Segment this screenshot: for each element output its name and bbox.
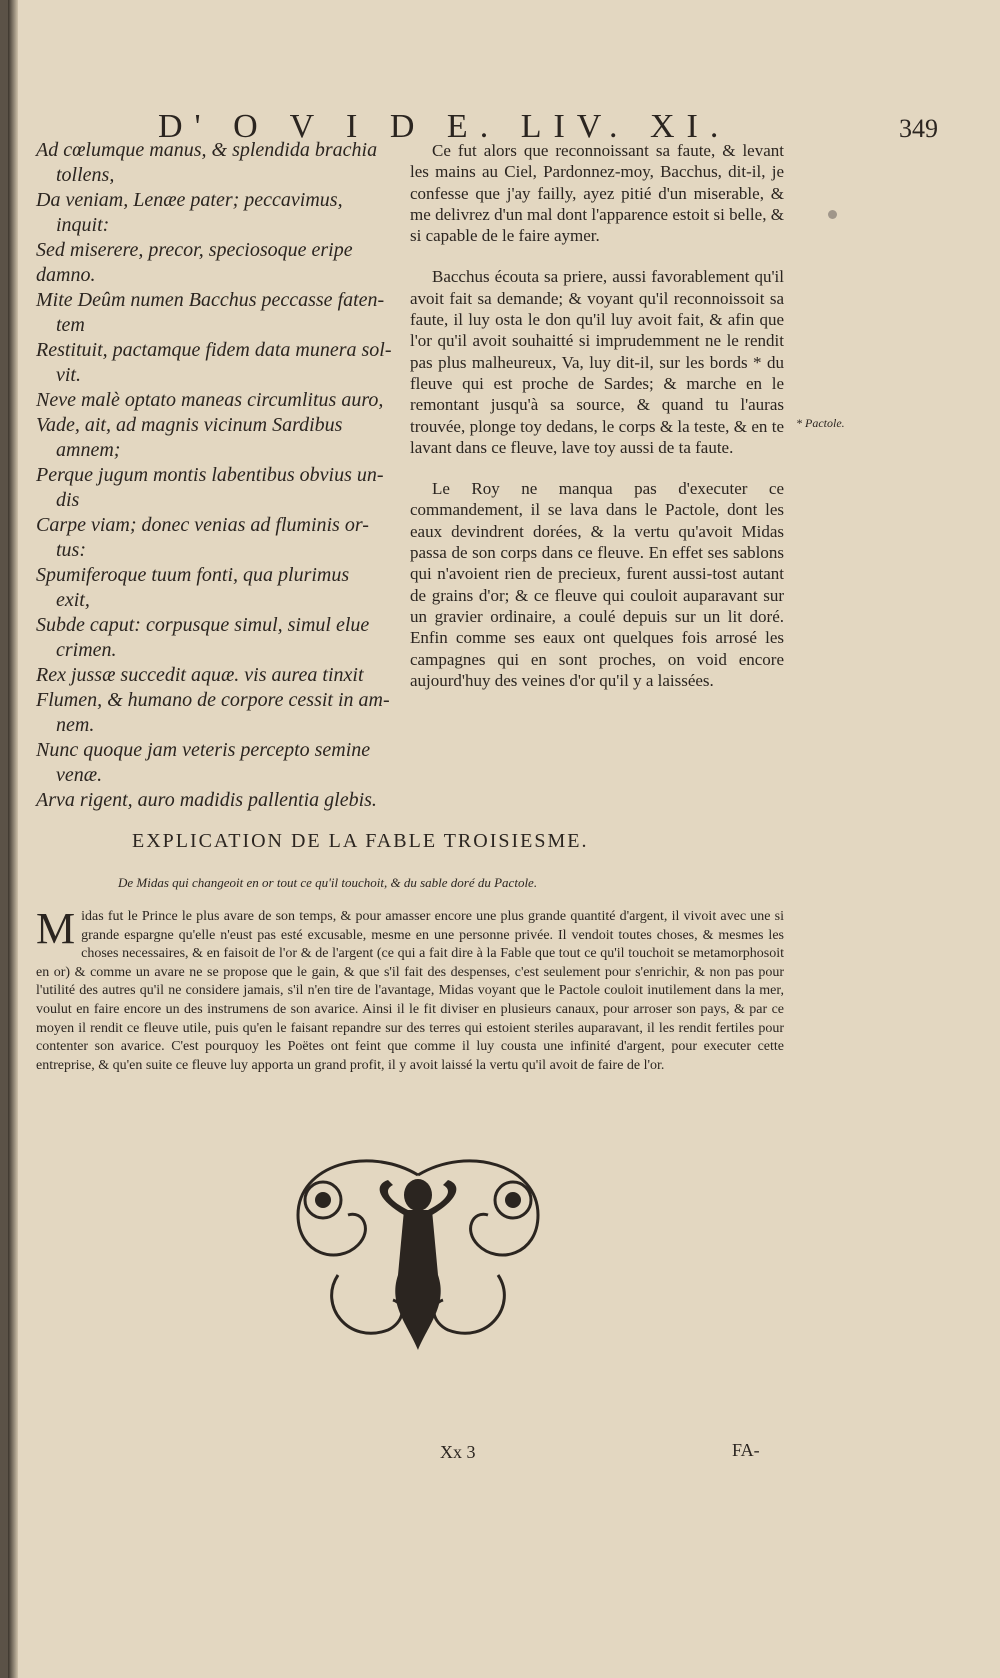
verse-continuation: exit, [56,589,90,611]
margin-note: * Pactole. [796,416,845,430]
explication-subtitle: De Midas qui changeoit en or tout ce qu'il touchoit, & du sable doré du Pactole. [118,875,538,890]
verse-continuation: tollens, [56,164,115,186]
verse-line: Da veniam, Lenæe pater; peccavimus, [36,189,343,211]
verse-line: Spumiferoque tuum fonti, qua plurimus [36,564,350,586]
signature-mark: Xx 3 [440,1442,476,1462]
latin-verse [36,613,406,663]
verse-line: Nunc quoque jam veteris percepto semine [36,739,371,761]
catchword: FA- [732,1440,760,1460]
verse-line: Rex jussæ succedit aquæ. vis aurea tinxit [36,664,364,686]
verse-continuation: venæ. [56,764,103,786]
latin-verse [36,288,406,338]
verse-line: Subde caput: corpusque simul, simul elue [36,614,370,636]
book-page [8,0,1000,1678]
drop-cap: M [36,904,76,953]
verse-continuation: tus: [56,539,86,561]
verse-continuation: dis [56,489,80,511]
french-paragraph: Ce fut alors que reconnoissant sa faute, & levant les mains au Ciel, Pardonnez-moy, Bacchus, dit-il, je confesse que j'ay failly, ayez pitié d'un miserable, & me delivrez d'un mal dont l'apparence estoit si belle, & si capable de le faire aymer. [410,141,784,246]
latin-verse [36,663,406,688]
verse-line: Carpe viam; donec venias ad fluminis or- [36,514,369,536]
latin-verse [36,563,406,613]
verse-line: Ad cœlumque manus, & splendida brachia [36,139,378,161]
book-gutter [8,0,18,1678]
latin-verse [36,138,406,188]
verse-continuation: inquit: [56,214,110,236]
verse-continuation: tem [56,314,85,336]
french-paragraph: Le Roy ne manqua pas d'executer ce commandement, il se lava dans le Pactole, dont les eaux devindrent dorées, & la vertu qu'avoit Midas passa de son corps dans ce fleuve. En effet ses sablons qui n'avoient rien de precieux, furent aussi-tost autant de grains d'or; & ce fleuve qui couloit auparavant sur un gravier ordinaire, a coulé depuis sur un lit doré. Enfin comme ses eaux ont quelques fois arrosé les campagnes qui en sont proches, on void encore aujourd'huy des veines d'or qu'il y a laissées. [410,479,784,690]
latin-verse [36,738,406,788]
latin-verse [36,788,406,813]
verse-line: Mite Deûm numen Bacchus peccasse faten- [36,289,385,311]
latin-verse-column [36,138,406,813]
verse-line: Sed miserere, precor, speciosoque eripe damno. [36,239,353,286]
paper-stain [828,210,837,219]
latin-verse [36,463,406,513]
verse-line: Flumen, & humano de corpore cessit in am- [36,689,390,711]
tailpiece-ornament [278,1155,558,1355]
latin-verse [36,388,406,413]
explication-title: EXPLICATION DE LA FABLE TROISIESME. [132,830,589,852]
latin-verse [36,338,406,388]
explication-body [36,904,784,1075]
french-paragraph: Bacchus écouta sa priere, aussi favorablement qu'il avoit fait sa demande; & voyant qu'il reconnoissoit sa faute, il luy osta le don qu'il luy avoit fait, & afin que l'or qu'il avoit souhaitté si imprudemment ne le rendit pas plus malheureux, Va, luy dit-il, sur les bords * du fleuve qui est proche de Sardes; & marche en le remontant jusqu'à sa source, & quand tu l'auras trouvée, plonge toy dedans, le corps & la teste, & en te lavant dans ce fleuve, lave toy aussi de ta faute. [410,267,784,457]
verse-line: Neve malè optato maneas circumlitus auro, [36,389,384,411]
latin-verse [36,238,406,288]
running-head: D' O V I D E. LIV. XI. [158,108,731,145]
explication-text: idas fut le Prince le plus avare de son temps, & pour amasser encore une plus grande quantité d'argent, il vivoit avec une si grande espargne qu'elle n'eust pas esté excusable, mesme en une personne privée. Il vendoit toutes choses, & mesmes les choses necessaires, & en faisoit de l'or & de l'argent (ce qui a fait dire à la Fable que tout ce qu'il touchoit se metamorphosoit en or) & comme un avare ne se propose que le gain, & que s'il fait des despenses, c'est seulement pour s'enrichir, & non pas pour l'utilité des autres qu'il ne considere jamais, s'il n'en tire de l'avantage, Midas voyant que le Pactole couloit inutilement dans la mer, voulut en faire encore un des instrumens de son avarice. Ainsi il le fit diviser en plusieurs canaux, pour arroser son pays, & par ce moyen il rendit ce fleuve utile, puis qu'en le faisant repandre sur des terres qui estoient steriles auparavant, il les rendit fertiles pour contenter son avarice. C'est pourquoy les Poëtes ont feint que comme il luy cousta une infinité d'argent, pour executer cette entreprise, & qu'en suite ce fleuve luy apporta un grand profit, il y avoit laissé la vertu qu'il avoit de faire de l'or. [36,909,784,1073]
latin-verse [36,513,406,563]
verse-continuation: vit. [56,364,81,386]
verse-line: Perque jugum montis labentibus obvius un- [36,464,384,486]
french-translation-column [410,140,784,711]
latin-verse [36,413,406,463]
verse-continuation: nem. [56,714,95,736]
verse-line: Restituit, pactamque fidem data munera sol- [36,339,392,361]
page-number: 349 [899,114,938,143]
verse-continuation: amnem; [56,439,121,461]
verse-continuation: crimen. [56,639,117,661]
latin-verse [36,188,406,238]
verse-line: Vade, ait, ad magnis vicinum Sardibus [36,414,343,436]
verse-line: Arva rigent, auro madidis pallentia glebis. [36,789,377,811]
latin-verse [36,688,406,738]
